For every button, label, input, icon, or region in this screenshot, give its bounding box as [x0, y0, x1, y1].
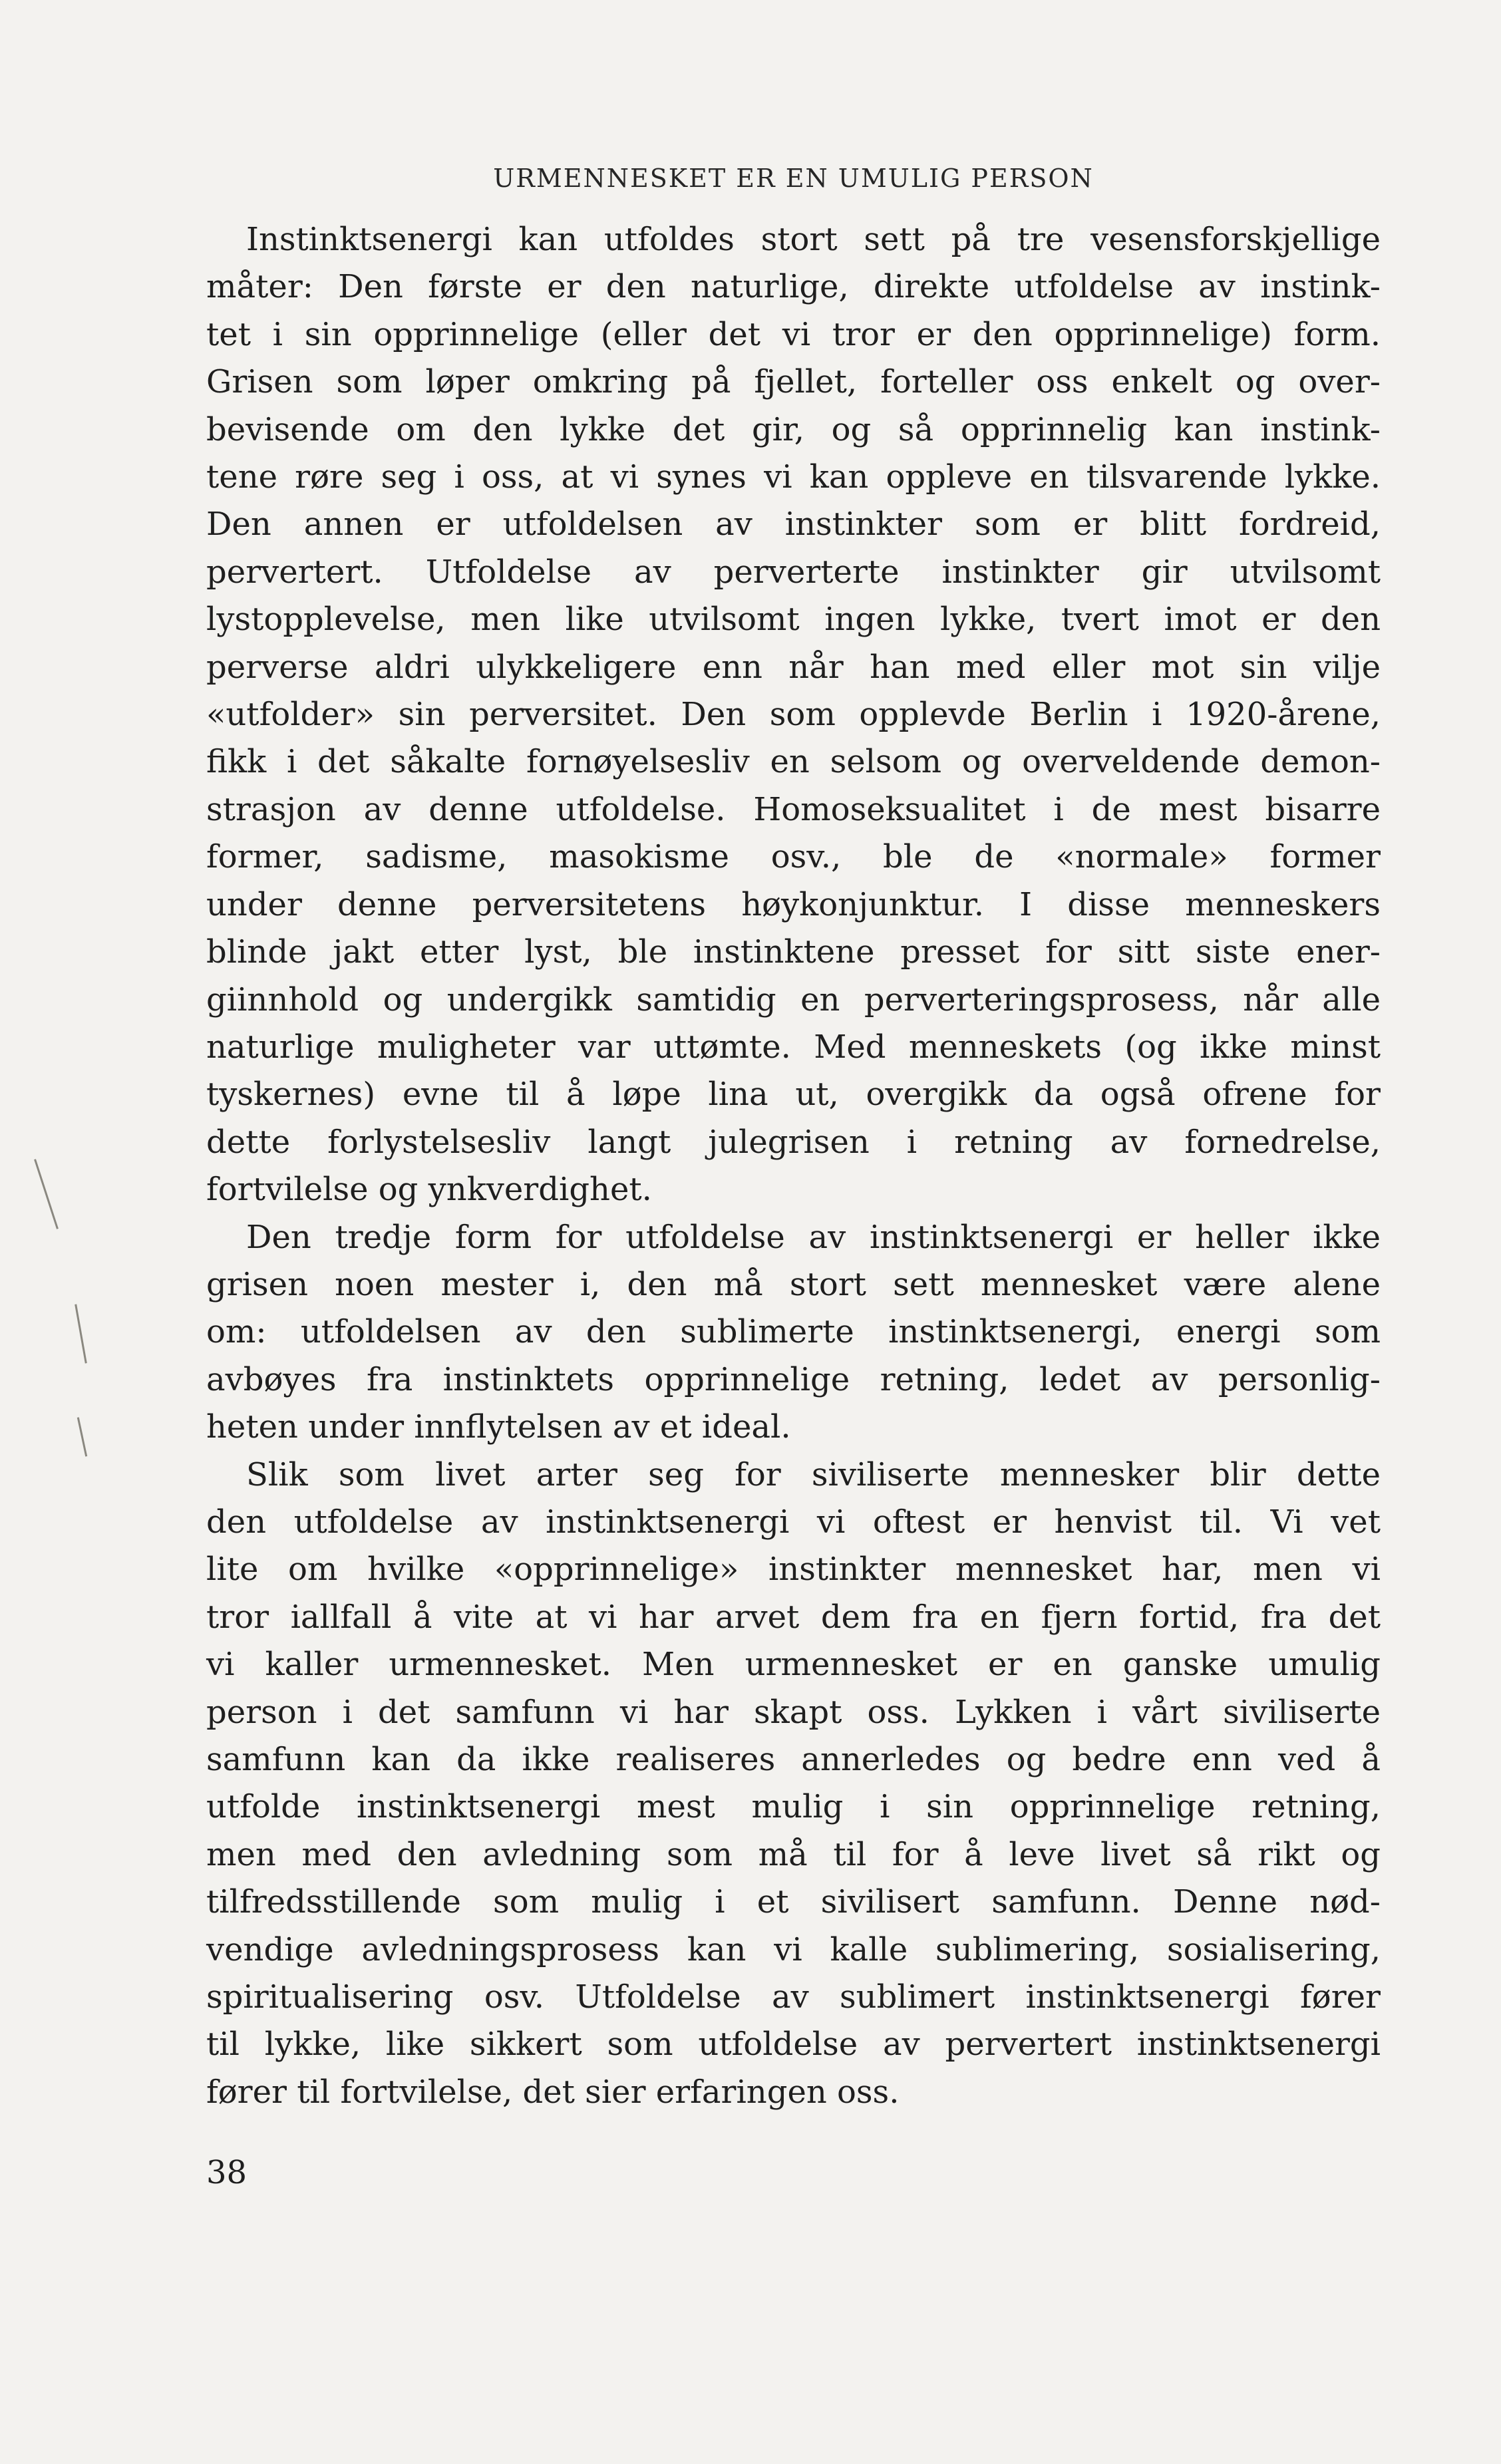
text-line: men med den avledning som må til for å leve livet så rikt og — [206, 1835, 1381, 1873]
text-line: avbøyes fra instinktets opprinnelige retning, ledet av personlig- — [206, 1360, 1381, 1398]
page-edge-mark — [34, 1159, 59, 1229]
text-line: under denne perversitetens høykonjunktur. I disse menneskers — [206, 885, 1381, 923]
text-line: Grisen som løper omkring på fjellet, forteller oss enkelt og over- — [206, 363, 1381, 401]
text-line: om: utfoldelsen av den sublimerte instinktsenergi, energi som — [206, 1313, 1381, 1351]
page-edge-mark — [75, 1304, 87, 1363]
text-line: former, sadisme, masokisme osv., ble de «normale» former — [206, 838, 1381, 876]
page-edge-mark — [77, 1417, 87, 1456]
paragraph — [206, 1452, 1381, 2117]
text-line: blinde jakt etter lyst, ble instinktene presset for sitt siste ener- — [206, 933, 1381, 971]
text-line: Den annen er utfoldelsen av instinkter som er blitt fordreid, — [206, 506, 1381, 543]
paragraph — [206, 216, 1381, 1214]
text-line: spiritualisering osv. Utfoldelse av sublimert instinktsenergi fører — [206, 1978, 1381, 2016]
text-line: naturlige muligheter var uttømte. Med menneskets (og ikke minst — [206, 1028, 1381, 1066]
body-text — [206, 216, 1381, 2116]
text-line: Den tredje form for utfoldelse av instinktsenergi er heller ikke — [246, 1218, 1381, 1256]
text-line: fortvilelse og ynkverdighet. — [206, 1171, 652, 1209]
text-line: Slik som livet arter seg for siviliserte mennesker blir dette — [246, 1456, 1381, 1493]
text-line: fører til fortvilelse, det sier erfaringen oss. — [206, 2073, 900, 2111]
text-line: dette forlystelsesliv langt julegrisen i retning av fornedrelse, — [206, 1123, 1381, 1161]
text-line: tyskernes) evne til å løpe lina ut, overgikk da også ofrene for — [206, 1076, 1381, 1114]
text-line: strasjon av denne utfoldelse. Homoseksualitet i de mest bisarre — [206, 790, 1381, 828]
text-line: samfunn kan da ikke realiseres annerledes og bedre enn ved å — [206, 1741, 1381, 1778]
text-line: vi kaller urmennesket. Men urmennesket er en ganske umulig — [206, 1646, 1381, 1684]
text-line: fikk i det såkalte fornøyelsesliv en selsom og overveldende demon- — [206, 743, 1381, 781]
text-line: tilfredsstillende som mulig i et sivilisert samfunn. Denne nød- — [206, 1883, 1381, 1921]
text-line: grisen noen mester i, den må stort sett mennesket være alene — [206, 1265, 1381, 1303]
text-line: måter: Den første er den naturlige, direkte utfoldelse av instink- — [206, 268, 1381, 306]
text-line: tene røre seg i oss, at vi synes vi kan oppleve en tilsvarende lykke. — [206, 458, 1381, 496]
text-line: utfolde instinktsenergi mest mulig i sin opprinnelige retning, — [206, 1788, 1381, 1826]
text-line: tror iallfall å vite at vi har arvet dem fra en fjern fortid, fra det — [206, 1598, 1381, 1636]
text-line: heten under innflytelsen av et ideal. — [206, 1408, 791, 1446]
text-line: lite om hvilke «opprinnelige» instinkter mennesket har, men vi — [206, 1551, 1381, 1589]
text-line: Instinktsenergi kan utfoldes stort sett på tre vesensforskjellige — [246, 221, 1381, 258]
text-line: til lykke, like sikkert som utfoldelse av pervertert instinktsenergi — [206, 2026, 1381, 2064]
text-line: person i det samfunn vi har skapt oss. Lykken i vårt siviliserte — [206, 1693, 1381, 1731]
text-line: pervertert. Utfoldelse av perverterte instinkter gir utvilsomt — [206, 553, 1381, 591]
page-number: 38 — [206, 2154, 248, 2191]
text-line: tet i sin opprinnelige (eller det vi tror er den opprinnelige) form. — [206, 315, 1381, 353]
running-head: URMENNESKET ER EN UMULIG PERSON — [493, 164, 1094, 193]
text-line: lystopplevelse, men like utvilsomt ingen lykke, tvert imot er den — [206, 601, 1381, 639]
text-line: vendige avledningsprosess kan vi kalle sublimering, sosialisering, — [206, 1930, 1381, 1968]
text-line: bevisende om den lykke det gir, og så opprinnelig kan instink- — [206, 410, 1381, 448]
text-line: «utfolder» sin perversitet. Den som opplevde Berlin i 1920-årene, — [206, 696, 1381, 734]
text-line: giinnhold og undergikk samtidig en perverteringsprosess, når alle — [206, 981, 1381, 1018]
text-line: den utfoldelse av instinktsenergi vi oftest er henvist til. Vi vet — [206, 1503, 1381, 1541]
paragraph — [206, 1214, 1381, 1452]
text-line: perverse aldri ulykkeligere enn når han med eller mot sin vilje — [206, 648, 1381, 686]
